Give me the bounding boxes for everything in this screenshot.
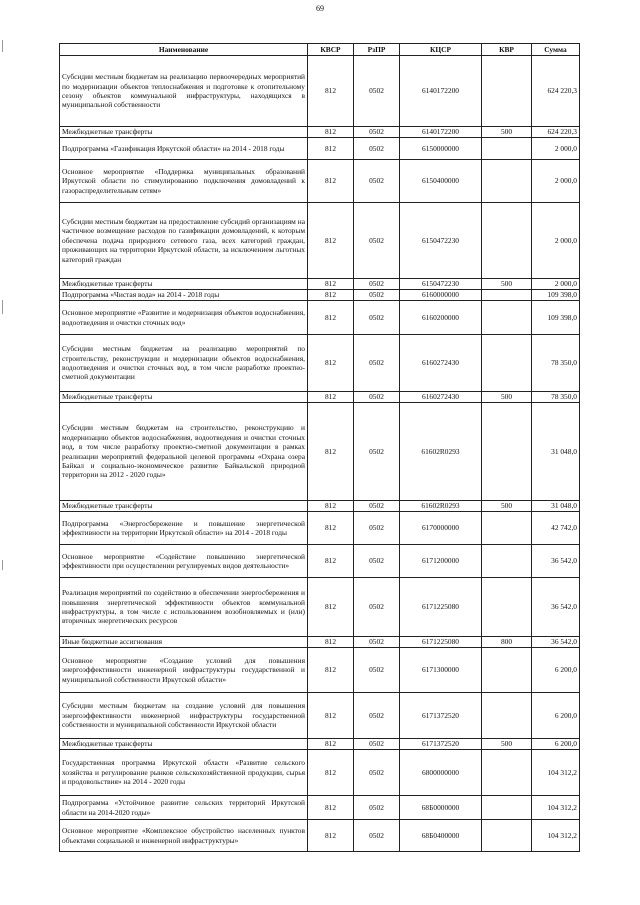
row-kvr [482,160,532,203]
row-rzpr: 0502 [354,750,400,796]
row-kvr [482,290,532,301]
row-rzpr: 0502 [354,820,400,852]
row-sum: 31 048,0 [532,501,580,512]
row-rzpr: 0502 [354,693,400,739]
row-kcsr: 6150472230 [400,279,482,290]
header-kcsr: КЦСР [400,44,482,56]
row-kvsr: 812 [308,637,354,648]
row-kcsr: 6140172200 [400,56,482,127]
row-kcsr: 6160000000 [400,290,482,301]
row-kvr: 500 [482,279,532,290]
row-kvr: 800 [482,637,532,648]
row-sum: 624 220,3 [532,56,580,127]
row-kcsr: 6171372520 [400,739,482,750]
row-name: Межбюджетные трансферты [60,739,308,750]
scan-edge-mark [2,40,3,52]
row-kvr [482,403,532,501]
row-rzpr: 0502 [354,545,400,578]
row-kvsr: 812 [308,138,354,160]
header-kvr: КВР [482,44,532,56]
row-kvr [482,545,532,578]
row-kcsr: 6171225080 [400,637,482,648]
row-name: Подпрограмма «Чистая вода» на 2014 - 2018 годы [60,290,308,301]
row-kvr: 500 [482,127,532,138]
row-name: Субсидии местным бюджетам на реализацию первоочередных мероприятий по модернизации объектов теплоснабжения и подготовке к отопительному сезону объектов коммунальной инфраструктуры, находящихся в муниципальной собственности [60,56,308,127]
table-row [60,138,580,160]
row-sum: 2 000,0 [532,138,580,160]
table-row [60,512,580,545]
row-kvsr: 812 [308,501,354,512]
table-row [60,160,580,203]
row-rzpr: 0502 [354,512,400,545]
row-kcsr: 6171300000 [400,648,482,693]
row-name: Субсидии местным бюджетам на строительство, реконструкцию и модернизацию объектов водоснабжения, водоотведения и очистки сточных вод, в том числе разработку проектно-сметной документации в рамках реализации мероприятий федеральной целевой программы «Охрана озера Байкал и социально-экономическое развитие Байкальской природной территории на 2012 - 2020 годы» [60,403,308,501]
row-kcsr: 6800000000 [400,750,482,796]
row-sum: 624 220,3 [532,127,580,138]
row-sum: 78 350,0 [532,335,580,392]
row-sum: 104 312,2 [532,820,580,852]
table-row [60,203,580,279]
row-sum: 104 312,2 [532,750,580,796]
scan-edge-mark [2,560,3,570]
page-number: 69 [316,4,324,13]
row-kcsr: 61602R0293 [400,403,482,501]
row-sum: 6 200,0 [532,648,580,693]
row-sum: 78 350,0 [532,392,580,403]
scan-edge-mark [2,300,3,314]
row-name: Основное мероприятие «Создание условий для повышения энергоэффективности инженерной инфраструктуры государственной и муниципальной собственности Иркутской области» [60,648,308,693]
row-kvsr: 812 [308,512,354,545]
row-sum: 31 048,0 [532,403,580,501]
row-rzpr: 0502 [354,160,400,203]
row-rzpr: 0502 [354,203,400,279]
row-kvsr: 812 [308,693,354,739]
row-sum: 104 312,2 [532,796,580,820]
row-name: Подпрограмма «Устойчивое развитие сельских территорий Иркутской области на 2014-2020 годы» [60,796,308,820]
table-row [60,578,580,637]
row-kvsr: 812 [308,578,354,637]
row-name: Межбюджетные трансферты [60,127,308,138]
row-kvsr: 812 [308,335,354,392]
table-row [60,693,580,739]
row-kvsr: 812 [308,796,354,820]
row-kvsr: 812 [308,290,354,301]
row-kvr [482,648,532,693]
table-row [60,739,580,750]
row-kcsr: 6150000000 [400,138,482,160]
row-rzpr: 0502 [354,127,400,138]
row-kcsr: 61602R0293 [400,501,482,512]
table-row [60,127,580,138]
row-rzpr: 0502 [354,335,400,392]
row-kvr [482,796,532,820]
row-sum: 109 398,0 [532,290,580,301]
row-kvr [482,56,532,127]
row-kcsr: 6160200000 [400,301,482,335]
row-rzpr: 0502 [354,392,400,403]
row-kvr: 500 [482,739,532,750]
row-name: Основное мероприятие «Развитие и модернизация объектов водоснабжения, водоотведения и очистки сточных вод» [60,301,308,335]
row-kcsr: 6171200000 [400,545,482,578]
row-sum: 42 742,0 [532,512,580,545]
row-rzpr: 0502 [354,578,400,637]
row-rzpr: 0502 [354,796,400,820]
table-row [60,392,580,403]
header-sum: Сумма [532,44,580,56]
row-kcsr: 6171372520 [400,693,482,739]
row-kvsr: 812 [308,820,354,852]
row-kvr [482,578,532,637]
row-kcsr: 6160272430 [400,335,482,392]
row-sum: 2 000,0 [532,203,580,279]
row-rzpr: 0502 [354,648,400,693]
row-sum: 2 000,0 [532,160,580,203]
row-kvsr: 812 [308,750,354,796]
row-name: Подпрограмма «Энергосбережение и повышение энергетической эффективности на территории Иркутской области» на 2014 - 2018 годы [60,512,308,545]
row-kvsr: 812 [308,279,354,290]
row-rzpr: 0502 [354,290,400,301]
table-row [60,750,580,796]
header-name: Наименование [60,44,308,56]
budget-table [59,43,580,852]
row-kcsr: 6170000000 [400,512,482,545]
row-name: Реализация мероприятий по содействию в обеспечении энергосбережения и повышения энергетической эффективности объектов коммунальной инфраструктуры, в том числе с использованием возобновляемых и (или) вторичных энергетических ресурсов [60,578,308,637]
row-name: Иные бюджетные ассигнования [60,637,308,648]
table-row [60,335,580,392]
row-kcsr: 68Б0000000 [400,796,482,820]
row-kcsr: 6171225080 [400,578,482,637]
row-kcsr: 6140172200 [400,127,482,138]
row-rzpr: 0502 [354,56,400,127]
row-kvsr: 812 [308,203,354,279]
row-kvr [482,301,532,335]
row-kvr [482,820,532,852]
row-kcsr: 6160272430 [400,392,482,403]
row-kcsr: 6150472230 [400,203,482,279]
table-row [60,290,580,301]
row-sum: 6 200,0 [532,693,580,739]
table-row [60,648,580,693]
row-kvr: 500 [482,392,532,403]
row-kcsr: 68Б0400000 [400,820,482,852]
table-row [60,403,580,501]
row-sum: 6 200,0 [532,739,580,750]
row-name: Подпрограмма «Газификация Иркутской области» на 2014 - 2018 годы [60,138,308,160]
row-name: Межбюджетные трансферты [60,279,308,290]
row-rzpr: 0502 [354,403,400,501]
row-name: Основное мероприятие «Комплексное обустройство населенных пунктов объектами социальной и инженерной инфраструктуры» [60,820,308,852]
row-name: Субсидии местным бюджетам на предоставление субсидий организациям на частичное возмещение расходов по газификации домовладений, к которым обеспечена подача природного сетевого газа, всех категорий граждан, проживающих на территории Иркутской области, за исключением льготных категорий граждан [60,203,308,279]
table-row [60,279,580,290]
row-kvsr: 812 [308,160,354,203]
table-row [60,545,580,578]
row-kcsr: 6150400000 [400,160,482,203]
table-header-row [60,44,580,56]
table-row [60,796,580,820]
row-rzpr: 0502 [354,637,400,648]
row-rzpr: 0502 [354,501,400,512]
row-rzpr: 0502 [354,138,400,160]
row-name: Основное мероприятие «Содействие повышению энергетической эффективности при осуществлении регулируемых видов деятельности» [60,545,308,578]
row-kvsr: 812 [308,403,354,501]
row-kvsr: 812 [308,545,354,578]
row-kvr [482,138,532,160]
row-name: Субсидии местным бюджетам на создание условий для повышения энергоэффективности инженерной инфраструктуры государственной собственности и муниципальной собственности Иркутской области [60,693,308,739]
header-kvsr: КВСР [308,44,354,56]
row-kvsr: 812 [308,648,354,693]
row-name: Государственная программа Иркутской области «Развитие сельского хозяйства и регулирование рынков сельскохозяйственной продукции, сырья и продовольствия» на 2014 - 2020 годы [60,750,308,796]
row-sum: 36 542,0 [532,578,580,637]
row-rzpr: 0502 [354,301,400,335]
header-rzpr: РзПР [354,44,400,56]
row-name: Субсидии местным бюджетам на реализацию мероприятий по строительству, реконструкции и модернизации объектов водоснабжения, водоотведения и очистки сточных вод, в том числе разработке проектно-сметной документации [60,335,308,392]
row-kvsr: 812 [308,127,354,138]
table-row [60,501,580,512]
row-kvr [482,693,532,739]
row-sum: 2 000,0 [532,279,580,290]
table-row [60,56,580,127]
row-name: Межбюджетные трансферты [60,501,308,512]
row-name: Основное мероприятие «Поддержка муниципальных образований Иркутской области по стимулированию подключения домовладений к газораспределительным сетям» [60,160,308,203]
row-kvr [482,203,532,279]
row-kvsr: 812 [308,392,354,403]
row-kvr [482,512,532,545]
row-kvr [482,335,532,392]
row-rzpr: 0502 [354,739,400,750]
row-kvsr: 812 [308,739,354,750]
table-row [60,637,580,648]
row-sum: 109 398,0 [532,301,580,335]
table-row [60,820,580,852]
row-sum: 36 542,0 [532,637,580,648]
row-rzpr: 0502 [354,279,400,290]
row-name: Межбюджетные трансферты [60,392,308,403]
row-kvr [482,750,532,796]
row-kvsr: 812 [308,301,354,335]
row-kvsr: 812 [308,56,354,127]
row-sum: 36 542,0 [532,545,580,578]
table-row [60,301,580,335]
row-kvr: 500 [482,501,532,512]
